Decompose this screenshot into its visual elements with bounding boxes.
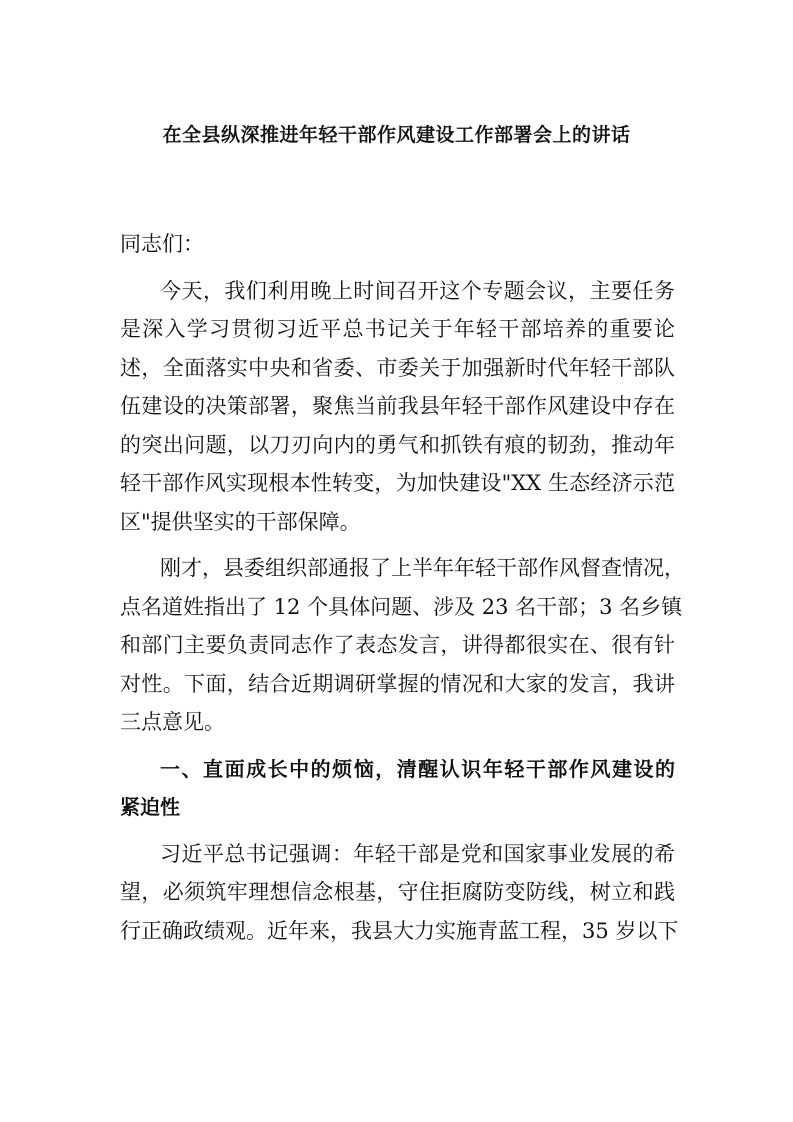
- paragraph-line: 轻干部作风实现根本性转变，为加快建设"XX 生态经济示范: [120, 471, 675, 495]
- paragraph-line: 对性。下面，结合近期调研掌握的情况和大家的发言，我讲: [120, 671, 675, 696]
- document-title: 在全县纵深推进年轻干部作风建设工作部署会上的讲话: [162, 124, 631, 146]
- paragraph-line: 述，全面落实中央和省委、市委关于加强新时代年轻干部队: [120, 355, 675, 380]
- paragraph-line: 三点意见。: [120, 710, 225, 734]
- greeting: 同志们：: [120, 232, 204, 256]
- paragraph-line: 和部门主要负责同志作了表态发言，讲得都很实在、很有针: [120, 633, 675, 657]
- paragraph-line: 区"提供坚实的干部保障。: [120, 509, 361, 534]
- section-heading: [120, 750, 675, 827]
- paragraph-line: 望，必须筑牢理想信念根基，守住拒腐防变防线，树立和践: [120, 880, 675, 904]
- paragraph-2: [120, 549, 685, 742]
- paragraph-line: 点名道姓指出了 12 个具体问题、涉及 23 名干部；3 名乡镇: [120, 594, 683, 619]
- paragraph-1: [120, 272, 675, 542]
- paragraph-line: 是深入学习贯彻习近平总书记关于年轻干部培养的重要论: [120, 317, 675, 341]
- paragraph-line: 习近平总书记强调：年轻干部是党和国家事业发展的希: [160, 841, 675, 866]
- heading-line: 紧迫性: [120, 795, 180, 819]
- heading-line: 一、直面成长中的烦恼，清醒认识年轻干部作风建设的: [160, 756, 675, 781]
- paragraph-line: 伍建设的决策部署，聚焦当前我县年轻干部作风建设中存在: [120, 394, 675, 418]
- document-body: [120, 225, 685, 950]
- paragraph-line: 今天，我们利用晚上时间召开这个专题会议，主要任务: [160, 278, 675, 303]
- paragraph-line: 的突出问题，以刀刃向内的勇气和抓铁有痕的韧劲，推动年: [120, 432, 675, 457]
- paragraph-line: 刚才，县委组织部通报了上半年年轻干部作风督查情况，: [160, 556, 685, 580]
- paragraph-3: [120, 835, 679, 951]
- paragraph-line: 行正确政绩观。近年来，我县大力实施青蓝工程，35 岁以下: [120, 918, 679, 943]
